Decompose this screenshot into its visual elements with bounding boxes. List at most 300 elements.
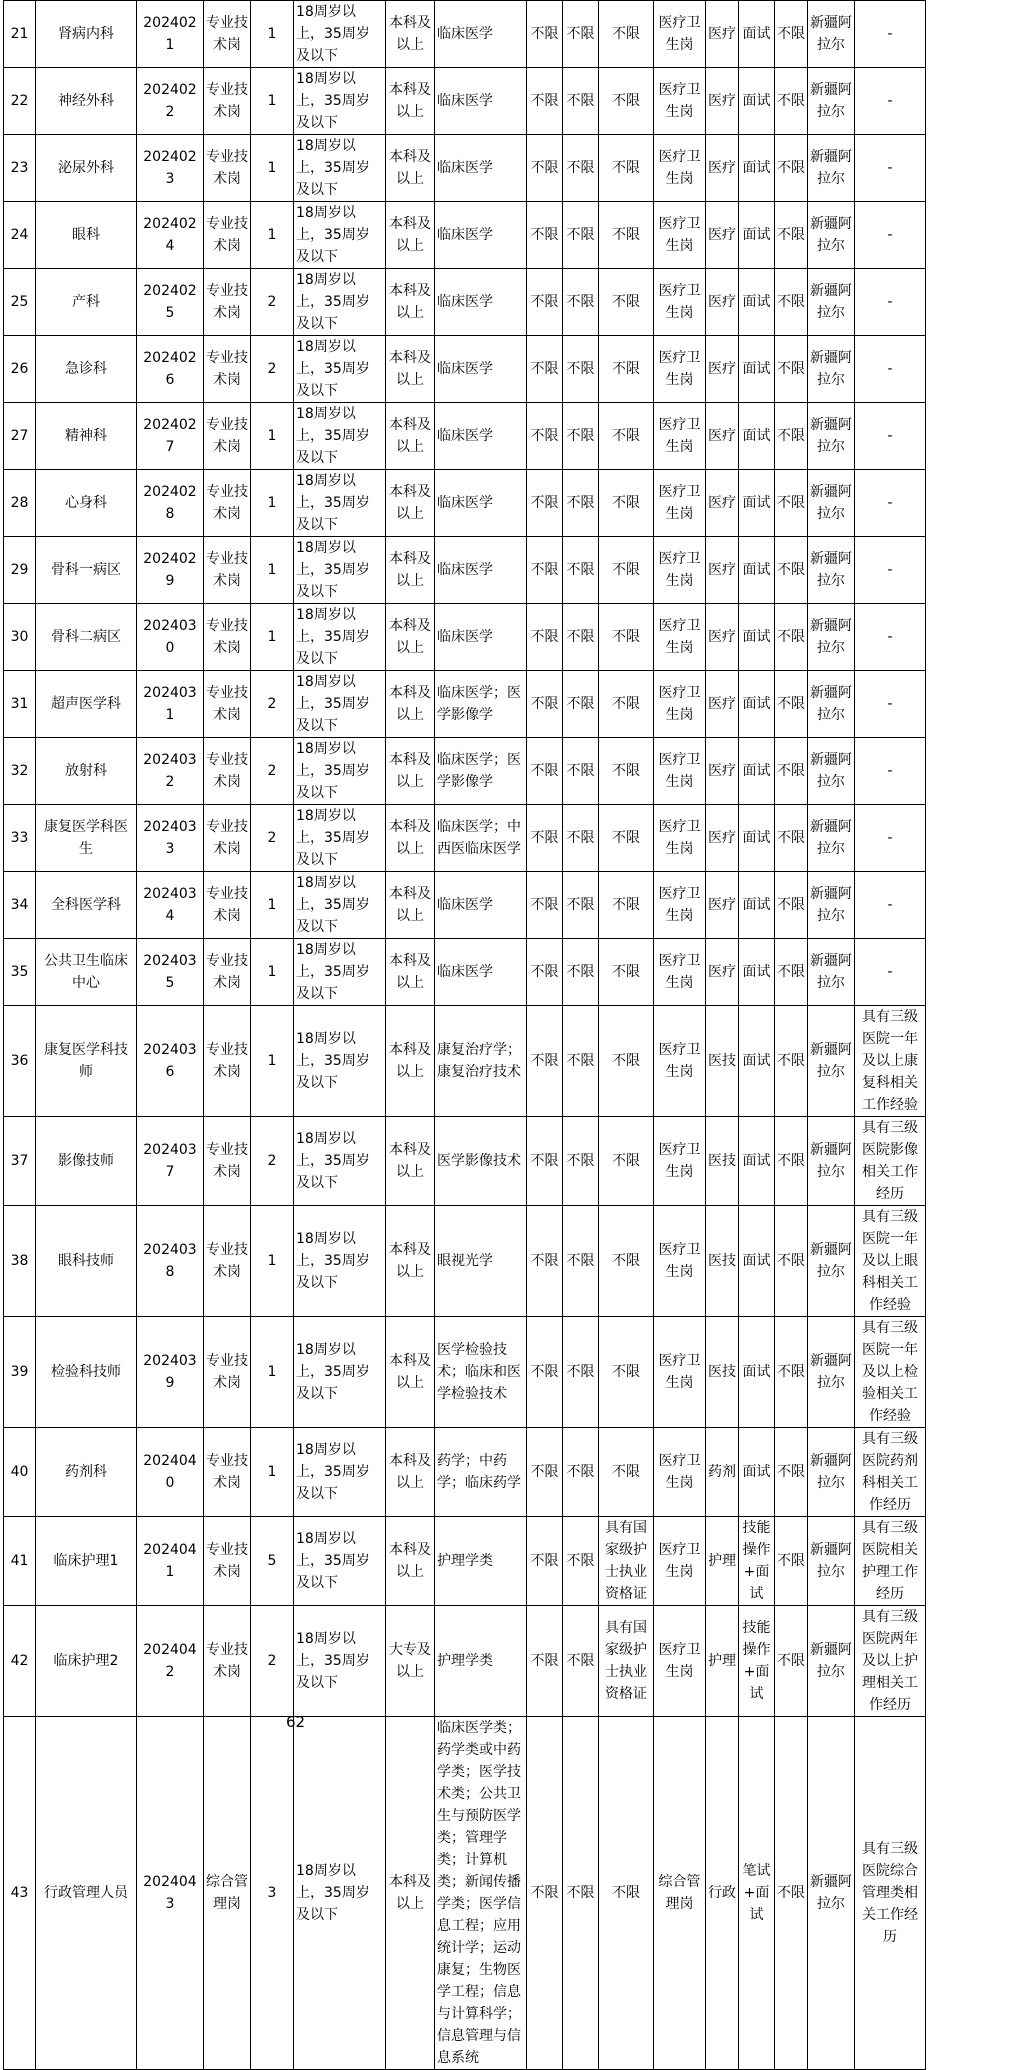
cell-post-type: 专业技术岗 xyxy=(204,1317,251,1428)
cell-post-subcategory: 行政 xyxy=(706,1717,739,2070)
table-row xyxy=(4,1117,926,1206)
cell-certificate: 不限 xyxy=(599,68,654,135)
cell-hire-count: 2 xyxy=(251,805,294,872)
cell-certificate: 不限 xyxy=(599,1006,654,1117)
cell-post-type: 专业技术岗 xyxy=(204,269,251,336)
cell-age-requirement: 18周岁以上，35周岁及以下 xyxy=(294,1206,386,1317)
table-row xyxy=(4,738,926,805)
cell-exam-method: 面试 xyxy=(739,1006,775,1117)
cell-post-subcategory: 医技 xyxy=(706,1117,739,1206)
cell-age-requirement: 18周岁以上，35周岁及以下 xyxy=(294,403,386,470)
cell-education: 本科及以上 xyxy=(386,1517,435,1606)
cell-certificate: 不限 xyxy=(599,1117,654,1206)
cell-department: 康复医学科技师 xyxy=(36,1006,137,1117)
cell-post-subcategory: 医疗 xyxy=(706,604,739,671)
cell-department: 检验科技师 xyxy=(36,1317,137,1428)
cell-age-requirement: 18周岁以上，35周岁及以下 xyxy=(294,1317,386,1428)
cell-certificate: 不限 xyxy=(599,1,654,68)
cell-department: 全科医学科 xyxy=(36,872,137,939)
cell-limit-3: 不限 xyxy=(775,1117,808,1206)
cell-limit-1: 不限 xyxy=(527,872,563,939)
cell-limit-2: 不限 xyxy=(563,1206,599,1317)
cell-post-category: 医疗卫生岗 xyxy=(654,1606,706,1717)
cell-limit-1: 不限 xyxy=(527,470,563,537)
cell-post-type: 专业技术岗 xyxy=(204,1206,251,1317)
cell-education: 本科及以上 xyxy=(386,805,435,872)
cell-row-number: 24 xyxy=(4,202,36,269)
cell-limit-1: 不限 xyxy=(527,1117,563,1206)
cell-education: 大专及以上 xyxy=(386,1606,435,1717)
cell-hire-count: 1 xyxy=(251,135,294,202)
cell-remarks: 具有三级医院一年及以上康复科相关工作经验 xyxy=(855,1006,926,1117)
cell-limit-3: 不限 xyxy=(775,403,808,470)
cell-exam-method: 技能操作+面试 xyxy=(739,1606,775,1717)
cell-post-code: 2024029 xyxy=(137,537,204,604)
cell-remarks: - xyxy=(855,738,926,805)
cell-age-requirement: 18周岁以上，35周岁及以下 xyxy=(294,1717,386,2070)
cell-education: 本科及以上 xyxy=(386,939,435,1006)
cell-post-category: 医疗卫生岗 xyxy=(654,537,706,604)
cell-remarks: 具有三级医院两年及以上护理相关工作经历 xyxy=(855,1606,926,1717)
cell-post-category: 医疗卫生岗 xyxy=(654,68,706,135)
cell-remarks: - xyxy=(855,939,926,1006)
cell-limit-2: 不限 xyxy=(563,872,599,939)
cell-remarks: - xyxy=(855,805,926,872)
cell-row-number: 29 xyxy=(4,537,36,604)
cell-limit-1: 不限 xyxy=(527,604,563,671)
cell-certificate: 具有国家级护士执业资格证 xyxy=(599,1606,654,1717)
cell-hire-count: 1 xyxy=(251,537,294,604)
cell-department: 临床护理2 xyxy=(36,1606,137,1717)
cell-certificate: 不限 xyxy=(599,537,654,604)
cell-education: 本科及以上 xyxy=(386,1206,435,1317)
cell-hire-count: 2 xyxy=(251,1606,294,1717)
cell-limit-2: 不限 xyxy=(563,269,599,336)
cell-hire-count: 1 xyxy=(251,1206,294,1317)
cell-exam-method: 面试 xyxy=(739,336,775,403)
cell-post-code: 2024038 xyxy=(137,1206,204,1317)
cell-age-requirement: 18周岁以上，35周岁及以下 xyxy=(294,604,386,671)
cell-major: 临床医学 xyxy=(435,1,527,68)
cell-location: 新疆阿拉尔 xyxy=(808,1517,855,1606)
table-row xyxy=(4,1,926,68)
cell-certificate: 不限 xyxy=(599,604,654,671)
table-row xyxy=(4,68,926,135)
cell-certificate: 不限 xyxy=(599,269,654,336)
cell-age-requirement: 18周岁以上，35周岁及以下 xyxy=(294,671,386,738)
cell-hire-count: 1 xyxy=(251,872,294,939)
cell-major: 康复治疗学；康复治疗技术 xyxy=(435,1006,527,1117)
cell-remarks: - xyxy=(855,68,926,135)
cell-post-type: 专业技术岗 xyxy=(204,805,251,872)
cell-remarks: 具有三级医院一年及以上眼科相关工作经验 xyxy=(855,1206,926,1317)
cell-limit-1: 不限 xyxy=(527,1517,563,1606)
cell-limit-1: 不限 xyxy=(527,1717,563,2070)
cell-education: 本科及以上 xyxy=(386,738,435,805)
cell-post-code: 2024025 xyxy=(137,269,204,336)
cell-post-type: 专业技术岗 xyxy=(204,537,251,604)
table-row xyxy=(4,939,926,1006)
cell-certificate: 不限 xyxy=(599,738,654,805)
cell-hire-count: 2 xyxy=(251,336,294,403)
cell-department: 放射科 xyxy=(36,738,137,805)
cell-post-subcategory: 医疗 xyxy=(706,939,739,1006)
cell-education: 本科及以上 xyxy=(386,1317,435,1428)
cell-department: 骨科一病区 xyxy=(36,537,137,604)
cell-exam-method: 面试 xyxy=(739,872,775,939)
cell-age-requirement: 18周岁以上，35周岁及以下 xyxy=(294,135,386,202)
cell-row-number: 36 xyxy=(4,1006,36,1117)
cell-remarks: - xyxy=(855,1,926,68)
cell-hire-count: 3 xyxy=(251,1717,294,2070)
cell-post-category: 医疗卫生岗 xyxy=(654,1317,706,1428)
recruitment-table xyxy=(3,0,926,2070)
table-row xyxy=(4,805,926,872)
cell-post-code: 2024036 xyxy=(137,1006,204,1117)
cell-post-subcategory: 护理 xyxy=(706,1606,739,1717)
cell-education: 本科及以上 xyxy=(386,1006,435,1117)
cell-age-requirement: 18周岁以上，35周岁及以下 xyxy=(294,1006,386,1117)
cell-limit-3: 不限 xyxy=(775,1006,808,1117)
cell-post-code: 2024022 xyxy=(137,68,204,135)
cell-major: 临床医学；中西医临床医学 xyxy=(435,805,527,872)
cell-limit-3: 不限 xyxy=(775,604,808,671)
cell-post-category: 医疗卫生岗 xyxy=(654,872,706,939)
cell-remarks: - xyxy=(855,470,926,537)
cell-limit-2: 不限 xyxy=(563,1317,599,1428)
cell-post-code: 2024041 xyxy=(137,1517,204,1606)
cell-location: 新疆阿拉尔 xyxy=(808,470,855,537)
cell-post-subcategory: 医疗 xyxy=(706,202,739,269)
cell-certificate: 不限 xyxy=(599,671,654,738)
cell-post-code: 2024035 xyxy=(137,939,204,1006)
cell-exam-method: 面试 xyxy=(739,604,775,671)
cell-hire-count: 1 xyxy=(251,1006,294,1117)
cell-remarks: 具有三级医院影像相关工作经历 xyxy=(855,1117,926,1206)
cell-remarks: - xyxy=(855,604,926,671)
cell-post-code: 2024037 xyxy=(137,1117,204,1206)
cell-location: 新疆阿拉尔 xyxy=(808,1428,855,1517)
cell-limit-1: 不限 xyxy=(527,939,563,1006)
cell-exam-method: 面试 xyxy=(739,1117,775,1206)
cell-limit-3: 不限 xyxy=(775,805,808,872)
cell-exam-method: 面试 xyxy=(739,738,775,805)
cell-post-code: 2024030 xyxy=(137,604,204,671)
cell-limit-1: 不限 xyxy=(527,269,563,336)
cell-age-requirement: 18周岁以上，35周岁及以下 xyxy=(294,470,386,537)
cell-post-category: 医疗卫生岗 xyxy=(654,202,706,269)
cell-certificate: 不限 xyxy=(599,1717,654,2070)
cell-age-requirement: 18周岁以上，35周岁及以下 xyxy=(294,202,386,269)
cell-major: 临床医学 xyxy=(435,135,527,202)
cell-location: 新疆阿拉尔 xyxy=(808,336,855,403)
cell-row-number: 30 xyxy=(4,604,36,671)
cell-exam-method: 面试 xyxy=(739,537,775,604)
cell-certificate: 不限 xyxy=(599,805,654,872)
cell-limit-3: 不限 xyxy=(775,269,808,336)
cell-major: 临床医学 xyxy=(435,202,527,269)
cell-post-category: 医疗卫生岗 xyxy=(654,939,706,1006)
cell-remarks: - xyxy=(855,202,926,269)
cell-limit-1: 不限 xyxy=(527,738,563,805)
cell-post-code: 2024039 xyxy=(137,1317,204,1428)
cell-post-subcategory: 医疗 xyxy=(706,470,739,537)
cell-location: 新疆阿拉尔 xyxy=(808,671,855,738)
cell-hire-count: 2 xyxy=(251,1117,294,1206)
cell-exam-method: 面试 xyxy=(739,671,775,738)
cell-limit-3: 不限 xyxy=(775,939,808,1006)
cell-post-category: 医疗卫生岗 xyxy=(654,671,706,738)
cell-post-category: 医疗卫生岗 xyxy=(654,1,706,68)
cell-education: 本科及以上 xyxy=(386,269,435,336)
cell-post-type: 专业技术岗 xyxy=(204,604,251,671)
cell-department: 产科 xyxy=(36,269,137,336)
cell-education: 本科及以上 xyxy=(386,336,435,403)
cell-age-requirement: 18周岁以上，35周岁及以下 xyxy=(294,1117,386,1206)
cell-location: 新疆阿拉尔 xyxy=(808,872,855,939)
cell-location: 新疆阿拉尔 xyxy=(808,1606,855,1717)
cell-location: 新疆阿拉尔 xyxy=(808,1,855,68)
cell-row-number: 27 xyxy=(4,403,36,470)
cell-post-type: 专业技术岗 xyxy=(204,1,251,68)
cell-limit-1: 不限 xyxy=(527,671,563,738)
cell-education: 本科及以上 xyxy=(386,470,435,537)
cell-remarks: 具有三级医院一年及以上检验相关工作经验 xyxy=(855,1317,926,1428)
cell-limit-3: 不限 xyxy=(775,1606,808,1717)
cell-department: 影像技师 xyxy=(36,1117,137,1206)
cell-location: 新疆阿拉尔 xyxy=(808,403,855,470)
cell-post-category: 医疗卫生岗 xyxy=(654,1206,706,1317)
cell-post-subcategory: 医疗 xyxy=(706,269,739,336)
cell-post-category: 医疗卫生岗 xyxy=(654,135,706,202)
cell-limit-1: 不限 xyxy=(527,1006,563,1117)
table-row xyxy=(4,604,926,671)
cell-certificate: 不限 xyxy=(599,1428,654,1517)
cell-age-requirement: 18周岁以上，35周岁及以下 xyxy=(294,1,386,68)
cell-post-subcategory: 医疗 xyxy=(706,68,739,135)
cell-remarks: 具有三级医院相关护理工作经历 xyxy=(855,1517,926,1606)
cell-remarks: - xyxy=(855,269,926,336)
table-row xyxy=(4,872,926,939)
table-row xyxy=(4,1606,926,1717)
cell-remarks: - xyxy=(855,336,926,403)
cell-post-category: 医疗卫生岗 xyxy=(654,1117,706,1206)
cell-post-type: 专业技术岗 xyxy=(204,403,251,470)
cell-row-number: 33 xyxy=(4,805,36,872)
cell-row-number: 42 xyxy=(4,1606,36,1717)
cell-age-requirement: 18周岁以上，35周岁及以下 xyxy=(294,1517,386,1606)
cell-limit-3: 不限 xyxy=(775,872,808,939)
cell-hire-count: 1 xyxy=(251,470,294,537)
cell-limit-3: 不限 xyxy=(775,1,808,68)
cell-remarks: 具有三级医院综合管理类相关工作经历 xyxy=(855,1717,926,2070)
cell-age-requirement: 18周岁以上，35周岁及以下 xyxy=(294,738,386,805)
cell-limit-1: 不限 xyxy=(527,135,563,202)
cell-post-category: 医疗卫生岗 xyxy=(654,805,706,872)
cell-exam-method: 面试 xyxy=(739,939,775,1006)
cell-major: 临床医学 xyxy=(435,939,527,1006)
cell-limit-3: 不限 xyxy=(775,336,808,403)
cell-post-code: 2024033 xyxy=(137,805,204,872)
cell-limit-1: 不限 xyxy=(527,202,563,269)
cell-education: 本科及以上 xyxy=(386,135,435,202)
cell-limit-2: 不限 xyxy=(563,1117,599,1206)
cell-post-code: 2024028 xyxy=(137,470,204,537)
table-row xyxy=(4,1006,926,1117)
cell-location: 新疆阿拉尔 xyxy=(808,269,855,336)
cell-age-requirement: 18周岁以上，35周岁及以下 xyxy=(294,537,386,604)
cell-exam-method: 技能操作+面试 xyxy=(739,1517,775,1606)
cell-remarks: 具有三级医院药剂科相关工作经历 xyxy=(855,1428,926,1517)
cell-limit-1: 不限 xyxy=(527,1,563,68)
cell-post-type: 专业技术岗 xyxy=(204,671,251,738)
cell-major: 临床医学 xyxy=(435,336,527,403)
cell-row-number: 26 xyxy=(4,336,36,403)
cell-hire-count: 1 xyxy=(251,604,294,671)
cell-hire-count: 1 xyxy=(251,1428,294,1517)
cell-hire-count: 1 xyxy=(251,403,294,470)
cell-limit-1: 不限 xyxy=(527,403,563,470)
cell-education: 本科及以上 xyxy=(386,872,435,939)
cell-post-type: 专业技术岗 xyxy=(204,68,251,135)
cell-department: 公共卫生临床中心 xyxy=(36,939,137,1006)
cell-post-category: 医疗卫生岗 xyxy=(654,1428,706,1517)
cell-age-requirement: 18周岁以上，35周岁及以下 xyxy=(294,68,386,135)
cell-certificate: 不限 xyxy=(599,202,654,269)
cell-limit-2: 不限 xyxy=(563,1428,599,1517)
cell-education: 本科及以上 xyxy=(386,604,435,671)
cell-limit-2: 不限 xyxy=(563,537,599,604)
cell-hire-count: 2 xyxy=(251,671,294,738)
cell-location: 新疆阿拉尔 xyxy=(808,202,855,269)
cell-department: 康复医学科医生 xyxy=(36,805,137,872)
table-row xyxy=(4,1517,926,1606)
cell-limit-2: 不限 xyxy=(563,604,599,671)
cell-major: 临床医学 xyxy=(435,872,527,939)
cell-limit-2: 不限 xyxy=(563,805,599,872)
cell-location: 新疆阿拉尔 xyxy=(808,1006,855,1117)
table-body xyxy=(4,1,926,2070)
cell-post-type: 专业技术岗 xyxy=(204,872,251,939)
cell-post-code: 2024040 xyxy=(137,1428,204,1517)
cell-limit-1: 不限 xyxy=(527,1206,563,1317)
cell-major: 临床医学 xyxy=(435,604,527,671)
cell-post-subcategory: 护理 xyxy=(706,1517,739,1606)
cell-post-subcategory: 医技 xyxy=(706,1006,739,1117)
cell-limit-1: 不限 xyxy=(527,805,563,872)
cell-age-requirement: 18周岁以上，35周岁及以下 xyxy=(294,872,386,939)
cell-post-subcategory: 医技 xyxy=(706,1206,739,1317)
cell-major: 临床医学 xyxy=(435,403,527,470)
cell-location: 新疆阿拉尔 xyxy=(808,805,855,872)
cell-department: 急诊科 xyxy=(36,336,137,403)
cell-row-number: 23 xyxy=(4,135,36,202)
cell-hire-count: 2 xyxy=(251,738,294,805)
cell-major: 临床医学；医学影像学 xyxy=(435,738,527,805)
cell-exam-method: 面试 xyxy=(739,68,775,135)
cell-major: 临床医学类；药学类或中药学类；医学技术类；公共卫生与预防医学类；管理学类；计算机类；新闻传播学类；医学信息工程；应用统计学；运动康复；生物医学工程；信息与计算科学；信息管理与信息系统 xyxy=(435,1717,527,2070)
cell-certificate: 具有国家级护士执业资格证 xyxy=(599,1517,654,1606)
cell-department: 泌尿外科 xyxy=(36,135,137,202)
cell-certificate: 不限 xyxy=(599,1206,654,1317)
cell-post-code: 2024023 xyxy=(137,135,204,202)
cell-age-requirement: 18周岁以上，35周岁及以下 xyxy=(294,336,386,403)
cell-limit-2: 不限 xyxy=(563,1717,599,2070)
cell-limit-3: 不限 xyxy=(775,1428,808,1517)
cell-major: 临床医学；医学影像学 xyxy=(435,671,527,738)
cell-education: 本科及以上 xyxy=(386,671,435,738)
cell-post-subcategory: 医疗 xyxy=(706,403,739,470)
cell-major: 护理学类 xyxy=(435,1517,527,1606)
cell-post-code: 2024042 xyxy=(137,1606,204,1717)
cell-limit-2: 不限 xyxy=(563,738,599,805)
cell-department: 超声医学科 xyxy=(36,671,137,738)
cell-post-type: 专业技术岗 xyxy=(204,738,251,805)
cell-post-code: 2024031 xyxy=(137,671,204,738)
cell-post-type: 专业技术岗 xyxy=(204,1517,251,1606)
cell-post-type: 专业技术岗 xyxy=(204,1117,251,1206)
cell-age-requirement: 18周岁以上，35周岁及以下 xyxy=(294,269,386,336)
table-row xyxy=(4,202,926,269)
cell-limit-3: 不限 xyxy=(775,1317,808,1428)
cell-limit-2: 不限 xyxy=(563,202,599,269)
cell-post-type: 专业技术岗 xyxy=(204,1428,251,1517)
cell-major: 医学检验技术；临床和医学检验技术 xyxy=(435,1317,527,1428)
cell-location: 新疆阿拉尔 xyxy=(808,1206,855,1317)
cell-exam-method: 笔试+面试 xyxy=(739,1717,775,2070)
cell-hire-count: 5 xyxy=(251,1517,294,1606)
cell-limit-1: 不限 xyxy=(527,336,563,403)
table-row xyxy=(4,1317,926,1428)
table-row xyxy=(4,671,926,738)
cell-major: 眼视光学 xyxy=(435,1206,527,1317)
cell-age-requirement: 18周岁以上，35周岁及以下 xyxy=(294,939,386,1006)
cell-limit-3: 不限 xyxy=(775,135,808,202)
cell-department: 神经外科 xyxy=(36,68,137,135)
cell-remarks: - xyxy=(855,135,926,202)
cell-exam-method: 面试 xyxy=(739,1206,775,1317)
cell-row-number: 32 xyxy=(4,738,36,805)
cell-limit-3: 不限 xyxy=(775,738,808,805)
cell-limit-2: 不限 xyxy=(563,939,599,1006)
cell-post-code: 2024027 xyxy=(137,403,204,470)
cell-post-subcategory: 医疗 xyxy=(706,135,739,202)
cell-limit-3: 不限 xyxy=(775,1717,808,2070)
cell-row-number: 34 xyxy=(4,872,36,939)
cell-limit-3: 不限 xyxy=(775,1206,808,1317)
cell-major: 护理学类 xyxy=(435,1606,527,1717)
cell-exam-method: 面试 xyxy=(739,1,775,68)
cell-department: 行政管理人员 xyxy=(36,1717,137,2070)
cell-certificate: 不限 xyxy=(599,1317,654,1428)
cell-hire-count: 1 xyxy=(251,202,294,269)
cell-department: 眼科 xyxy=(36,202,137,269)
table-row xyxy=(4,1428,926,1517)
cell-post-subcategory: 医疗 xyxy=(706,738,739,805)
cell-post-type: 专业技术岗 xyxy=(204,135,251,202)
cell-limit-2: 不限 xyxy=(563,1,599,68)
cell-remarks: - xyxy=(855,671,926,738)
table-row xyxy=(4,1717,926,2070)
cell-post-category: 综合管理岗 xyxy=(654,1717,706,2070)
cell-exam-method: 面试 xyxy=(739,135,775,202)
cell-post-category: 医疗卫生岗 xyxy=(654,470,706,537)
cell-row-number: 40 xyxy=(4,1428,36,1517)
cell-education: 本科及以上 xyxy=(386,1,435,68)
cell-post-category: 医疗卫生岗 xyxy=(654,604,706,671)
cell-education: 本科及以上 xyxy=(386,202,435,269)
page-number: 62 xyxy=(286,1713,306,1731)
